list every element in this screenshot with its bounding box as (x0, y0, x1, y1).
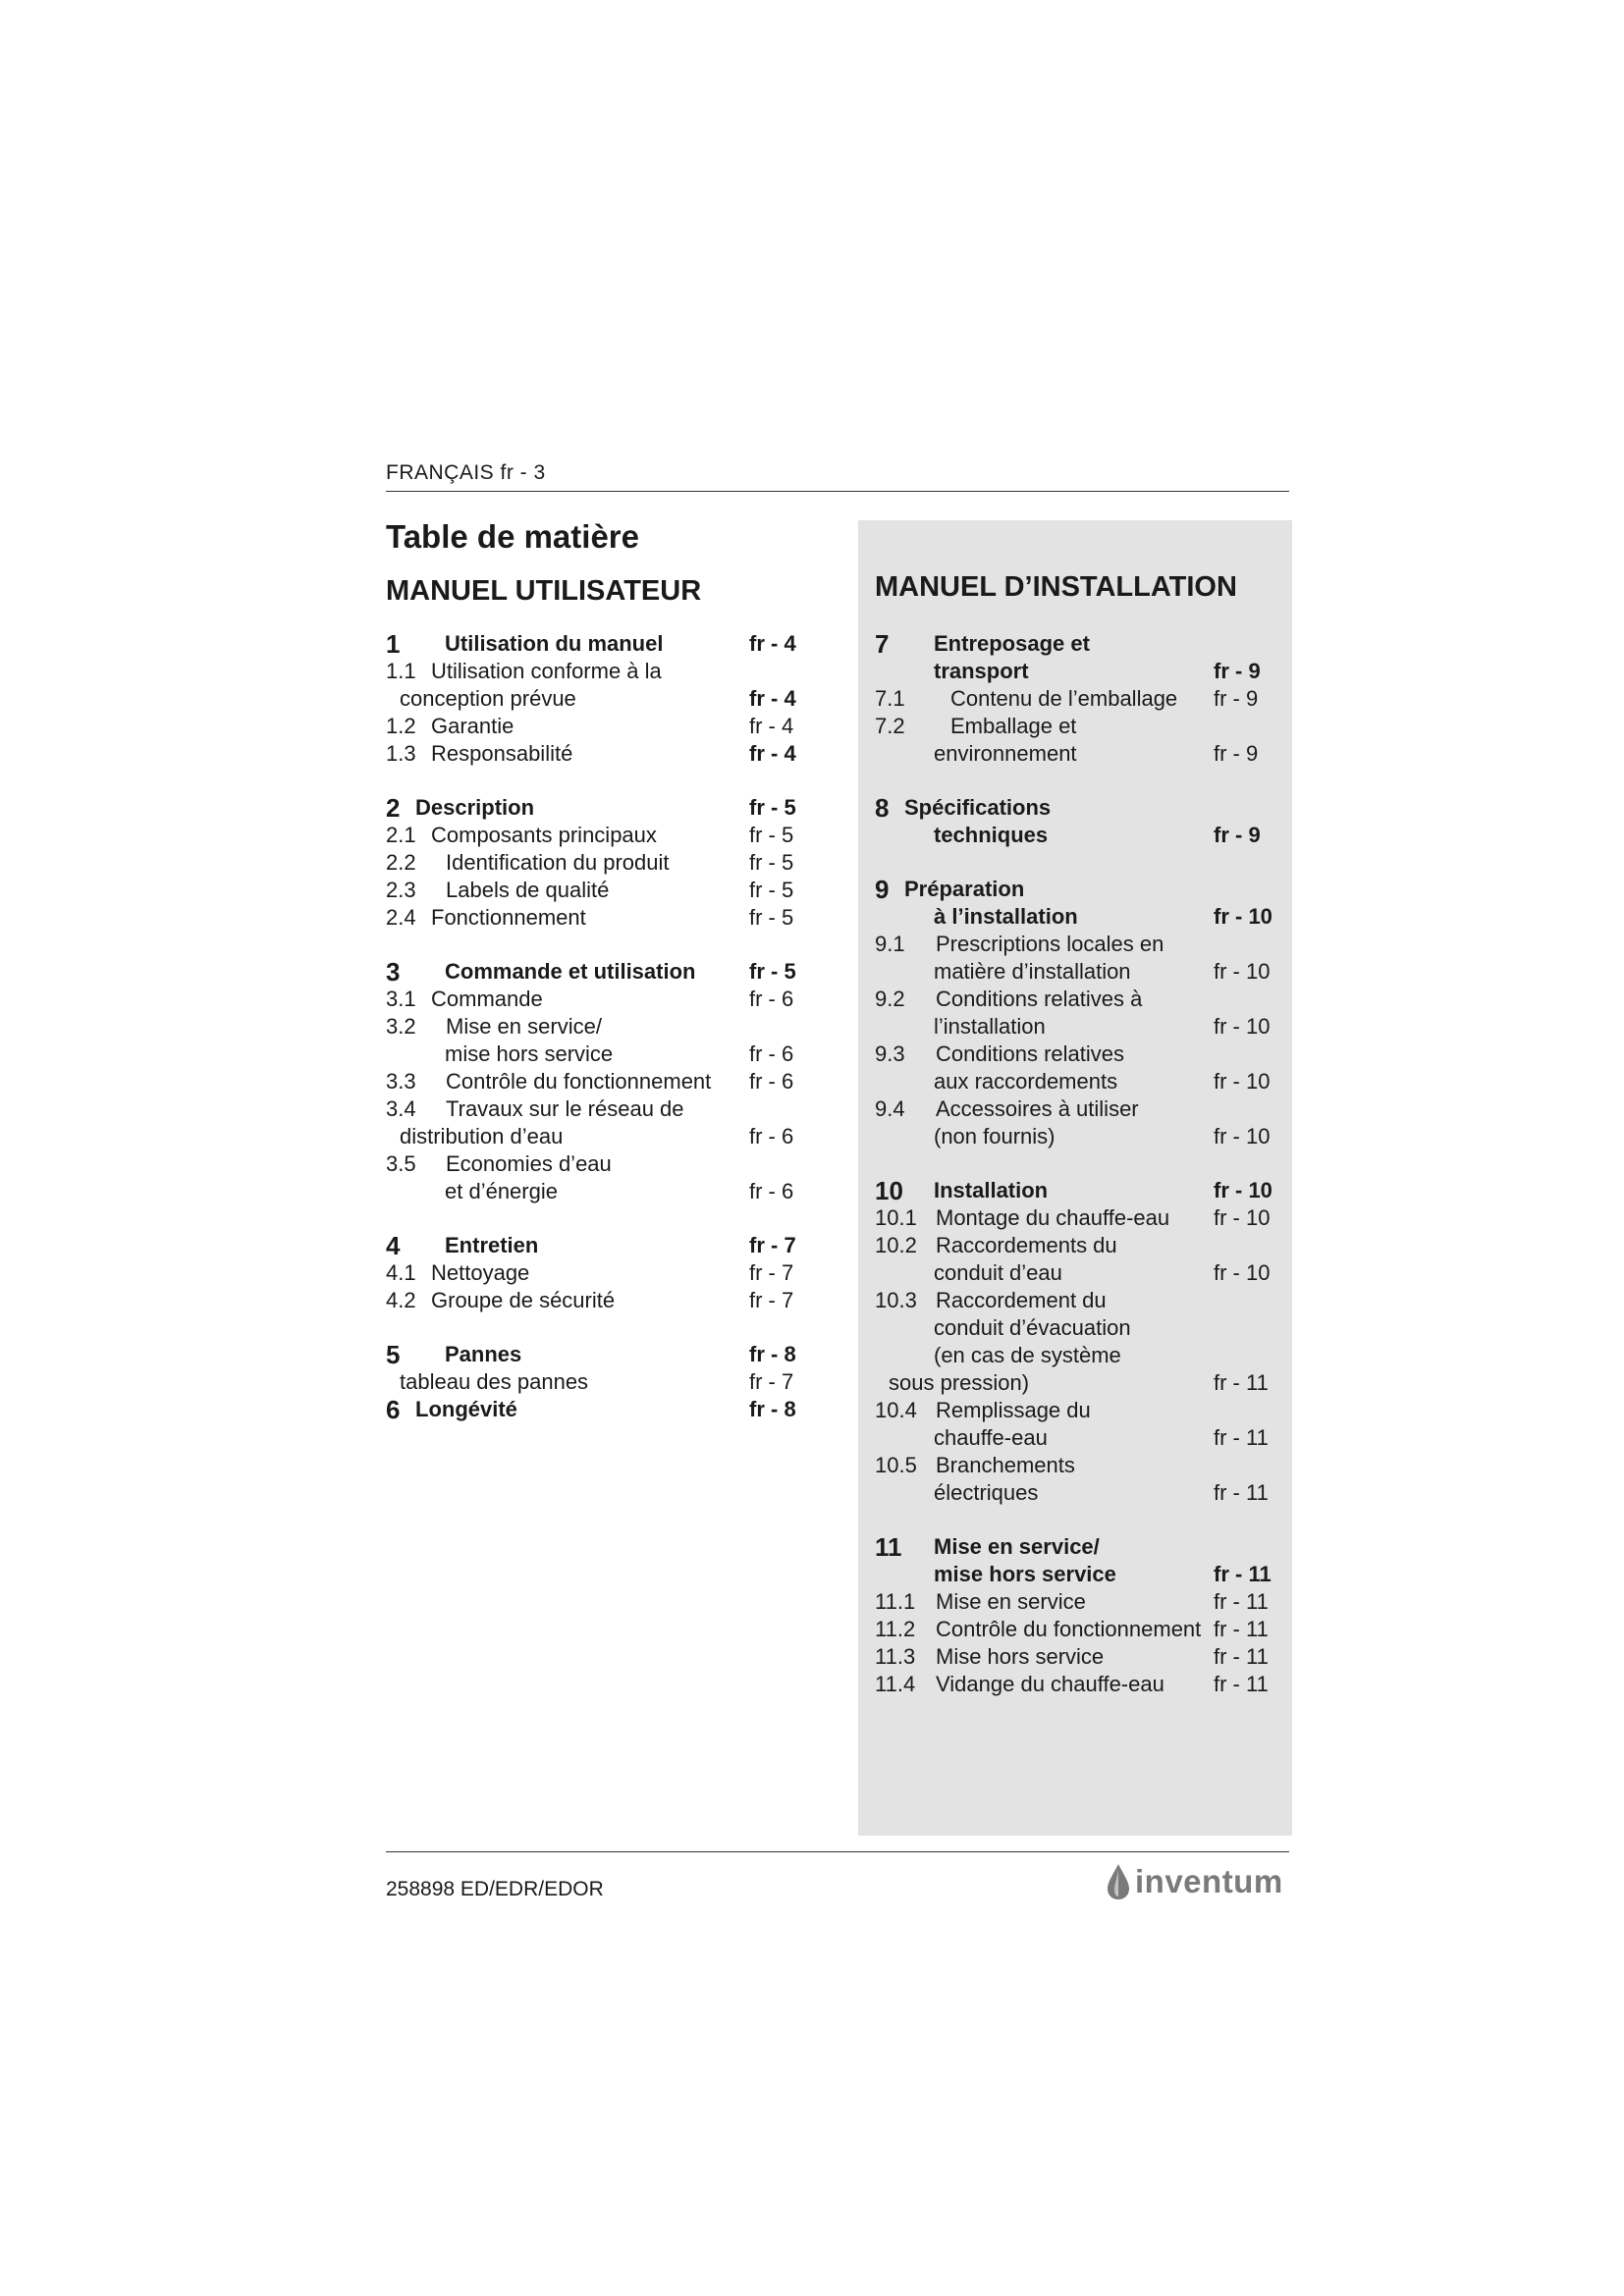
section-gap (875, 1507, 1287, 1533)
toc-entry-title: Commande et utilisation (445, 959, 696, 984)
toc-entry-title: Mise en service/ (934, 1534, 1100, 1559)
section-gap (386, 932, 838, 958)
toc-entry-page: fr - 7 (749, 1288, 794, 1312)
toc-entry-title: Economies d’eau (446, 1151, 612, 1176)
toc-entry (875, 1287, 1287, 1314)
toc-entry-page: fr - 4 (749, 714, 794, 738)
toc-entry-number: 1.2 (386, 714, 416, 738)
toc-entry (875, 1123, 1287, 1150)
toc-entry (386, 1259, 838, 1287)
toc-entry-number: 3 (386, 957, 401, 987)
toc-entry (875, 1424, 1287, 1452)
toc-entry (386, 685, 838, 713)
toc-entry (875, 1041, 1287, 1068)
toc-entry-number: 7.2 (875, 714, 905, 738)
toc-entry-number: 9.1 (875, 932, 905, 956)
toc-entry-number: 10.1 (875, 1205, 917, 1230)
toc-entry (875, 1397, 1287, 1424)
toc-entry-title: Labels de qualité (446, 878, 610, 902)
inventum-logo (1104, 1862, 1283, 1901)
user-manual-heading: MANUEL UTILISATEUR (386, 575, 702, 607)
toc-entry (875, 958, 1287, 986)
toc-entry-title: Garantie (431, 714, 514, 738)
toc-entry-title: électriques (934, 1480, 1039, 1505)
toc-entry (875, 1533, 1287, 1561)
toc-entry-page: fr - 9 (1214, 659, 1261, 683)
toc-entry-title: mise hors service (934, 1562, 1116, 1586)
toc-entry-title: Branchements (936, 1453, 1075, 1477)
toc-entry-number: 4.2 (386, 1288, 416, 1312)
toc-entry-number: 8 (875, 793, 890, 823)
toc-entry-title: Contenu de l’emballage (950, 686, 1178, 711)
toc-entry-title: Contrôle du fonctionnement (446, 1069, 712, 1094)
toc-entry-page: fr - 10 (1214, 1014, 1271, 1039)
toc-entry-title: transport (934, 659, 1029, 683)
toc-entry-title: Pannes (445, 1342, 522, 1366)
installation-manual-heading: MANUEL D’INSTALLATION (875, 571, 1237, 603)
user-manual-toc (386, 630, 838, 1423)
toc-entry-title: Entretien (445, 1233, 539, 1257)
toc-entry-title: Préparation (904, 877, 1025, 901)
toc-entry-number: 10.4 (875, 1398, 917, 1422)
toc-entry-number: 3.3 (386, 1069, 416, 1094)
toc-entry-page: fr - 9 (1214, 741, 1259, 766)
toc-entry (386, 794, 838, 822)
toc-entry (875, 685, 1287, 713)
toc-entry (386, 849, 838, 877)
toc-entry-title: Groupe de sécurité (431, 1288, 616, 1312)
section-gap (875, 849, 1287, 876)
toc-entry-page: fr - 11 (1214, 1480, 1269, 1505)
toc-entry-page: fr - 9 (1214, 686, 1259, 711)
toc-entry-title: Contrôle du fonctionnement (936, 1617, 1202, 1641)
toc-entry-title: Commande (431, 987, 543, 1011)
toc-entry (875, 1259, 1287, 1287)
toc-entry-page: fr - 7 (749, 1260, 794, 1285)
toc-entry-number: 6 (386, 1395, 401, 1424)
toc-entry-title: Vidange du chauffe-eau (936, 1672, 1164, 1696)
toc-entry-number: 2.4 (386, 905, 416, 930)
toc-entry (386, 822, 838, 849)
toc-entry (386, 1287, 838, 1314)
toc-entry-title: aux raccordements (934, 1069, 1118, 1094)
toc-entry (875, 822, 1287, 849)
toc-entry-number: 2.1 (386, 823, 416, 847)
toc-entry-page: fr - 8 (749, 1397, 796, 1421)
toc-entry-number: 2.2 (386, 850, 416, 875)
toc-entry (875, 1561, 1287, 1588)
toc-entry (875, 1588, 1287, 1616)
toc-entry-page: fr - 10 (1214, 1069, 1271, 1094)
toc-entry (386, 986, 838, 1013)
toc-entry-number: 3.5 (386, 1151, 416, 1176)
toc-entry (386, 1178, 838, 1205)
toc-entry-page: fr - 5 (749, 905, 794, 930)
toc-entry-page: fr - 6 (749, 1124, 794, 1148)
toc-entry (386, 1068, 838, 1095)
toc-entry-number: 3.1 (386, 987, 416, 1011)
header-language: FRANÇAIS fr - 3 (386, 461, 546, 484)
toc-entry-title: conception prévue (400, 686, 576, 711)
toc-entry-title: Nettoyage (431, 1260, 530, 1285)
toc-entry (386, 630, 838, 658)
toc-entry (875, 1369, 1287, 1397)
toc-entry-title: Entreposage et (934, 631, 1090, 656)
toc-entry-page: fr - 4 (749, 741, 796, 766)
toc-entry-number: 11.3 (875, 1644, 916, 1669)
toc-entry-title: Longévité (415, 1397, 517, 1421)
toc-entry-page: fr - 5 (749, 850, 794, 875)
toc-entry-number: 7.1 (875, 686, 905, 711)
toc-entry (875, 1342, 1287, 1369)
toc-entry-title: (non fournis) (934, 1124, 1056, 1148)
toc-entry (386, 1013, 838, 1041)
toc-entry-title: à l’installation (934, 904, 1078, 929)
toc-entry (875, 1671, 1287, 1698)
toc-entry (875, 794, 1287, 822)
toc-entry-title: distribution d’eau (400, 1124, 564, 1148)
toc-entry-title: tableau des pannes (400, 1369, 589, 1394)
toc-entry-title: Travaux sur le réseau de (446, 1096, 684, 1121)
toc-entry-title: Utilisation conforme à la (431, 659, 662, 683)
toc-entry (386, 904, 838, 932)
toc-entry-page: fr - 6 (749, 1069, 794, 1094)
toc-entry-title: Fonctionnement (431, 905, 586, 930)
footer-document-code: 258898 ED/EDR/EDOR (386, 1878, 604, 1900)
toc-entry-number: 9.2 (875, 987, 905, 1011)
toc-entry-title: Accessoires à utiliser (936, 1096, 1139, 1121)
toc-entry-title: Raccordements du (936, 1233, 1117, 1257)
toc-entry-page: fr - 6 (749, 1041, 794, 1066)
toc-entry-number: 2 (386, 793, 401, 823)
toc-entry-page: fr - 5 (749, 878, 794, 902)
toc-entry (386, 740, 838, 768)
toc-entry-number: 11.4 (875, 1672, 916, 1696)
toc-entry-page: fr - 4 (749, 686, 796, 711)
toc-entry-title: Identification du produit (446, 850, 670, 875)
toc-entry (875, 1616, 1287, 1643)
toc-entry (386, 1341, 838, 1368)
toc-entry-title: Remplissage du (936, 1398, 1091, 1422)
section-gap (875, 768, 1287, 794)
toc-entry (875, 1643, 1287, 1671)
toc-entry-page: fr - 5 (749, 959, 796, 984)
section-gap (386, 1314, 838, 1341)
toc-entry (875, 1013, 1287, 1041)
toc-entry (386, 1368, 838, 1396)
toc-entry-title: Description (415, 795, 535, 820)
toc-entry (875, 1314, 1287, 1342)
toc-entry-number: 11.1 (875, 1589, 916, 1614)
toc-entry (386, 958, 838, 986)
section-gap (386, 1205, 838, 1232)
toc-entry (386, 1396, 838, 1423)
toc-entry-number: 2.3 (386, 878, 416, 902)
toc-entry (875, 1479, 1287, 1507)
toc-entry (875, 740, 1287, 768)
toc-entry-page: fr - 11 (1214, 1644, 1269, 1669)
toc-entry-page: fr - 5 (749, 823, 794, 847)
toc-entry-title: mise hors service (445, 1041, 614, 1066)
toc-entry-title: Mise hors service (936, 1644, 1105, 1669)
toc-entry-title: Composants principaux (431, 823, 657, 847)
toc-entry-number: 11 (875, 1532, 902, 1562)
installation-manual-toc (875, 630, 1287, 1698)
toc-entry (386, 1095, 838, 1123)
toc-entry-title: conduit d’évacuation (934, 1315, 1131, 1340)
toc-entry-title: Utilisation du manuel (445, 631, 664, 656)
toc-entry (386, 1232, 838, 1259)
toc-entry-page: fr - 11 (1214, 1589, 1269, 1614)
toc-entry-title: chauffe-eau (934, 1425, 1048, 1450)
toc-entry-number: 10.5 (875, 1453, 917, 1477)
toc-entry-title: sous pression) (889, 1370, 1030, 1395)
drop-icon (1104, 1862, 1133, 1901)
toc-entry-title: conduit d’eau (934, 1260, 1062, 1285)
toc-entry-title: matière d’installation (934, 959, 1131, 984)
toc-entry-number: 1 (386, 629, 401, 659)
toc-entry-page: fr - 10 (1214, 959, 1271, 984)
toc-entry-page: fr - 7 (749, 1233, 796, 1257)
toc-entry-number: 5 (386, 1340, 401, 1369)
toc-entry-number: 4.1 (386, 1260, 416, 1285)
toc-entry-page: fr - 10 (1214, 1260, 1271, 1285)
toc-entry-number: 1.3 (386, 741, 416, 766)
toc-entry (875, 903, 1287, 931)
footer-rule (386, 1851, 1289, 1852)
toc-entry-page: fr - 6 (749, 987, 794, 1011)
toc-entry-title: Mise en service (936, 1589, 1086, 1614)
toc-entry-number: 7 (875, 629, 890, 659)
toc-entry-page: fr - 11 (1214, 1672, 1269, 1696)
toc-entry-page: fr - 10 (1214, 1124, 1271, 1148)
toc-entry (386, 1041, 838, 1068)
toc-entry-page: fr - 11 (1214, 1425, 1269, 1450)
toc-entry (386, 877, 838, 904)
toc-entry-title: Montage du chauffe-eau (936, 1205, 1170, 1230)
toc-entry-number: 1.1 (386, 659, 416, 683)
toc-entry (875, 1177, 1287, 1204)
toc-entry-page: fr - 6 (749, 1179, 794, 1203)
toc-entry-number: 9.4 (875, 1096, 905, 1121)
toc-entry (875, 658, 1287, 685)
toc-entry (386, 1150, 838, 1178)
toc-entry (875, 1095, 1287, 1123)
toc-entry-number: 3.4 (386, 1096, 416, 1121)
toc-entry (875, 713, 1287, 740)
toc-entry-page: fr - 11 (1214, 1617, 1269, 1641)
section-gap (875, 1150, 1287, 1177)
toc-entry-title: Spécifications (904, 795, 1052, 820)
toc-entry-title: (en cas de système (934, 1343, 1121, 1367)
toc-entry (875, 931, 1287, 958)
toc-entry-title: Raccordement du (936, 1288, 1107, 1312)
toc-entry-page: fr - 4 (749, 631, 796, 656)
toc-entry-page: fr - 8 (749, 1342, 796, 1366)
toc-entry (875, 1204, 1287, 1232)
toc-entry-title: environnement (934, 741, 1077, 766)
toc-entry (875, 986, 1287, 1013)
toc-entry-number: 10.3 (875, 1288, 917, 1312)
toc-entry (875, 1068, 1287, 1095)
toc-entry-title: Conditions relatives (936, 1041, 1124, 1066)
toc-entry-number: 10 (875, 1176, 903, 1205)
toc-entry-number: 9.3 (875, 1041, 905, 1066)
toc-entry-title: Installation (934, 1178, 1049, 1202)
page-title: Table de matière (386, 518, 639, 555)
toc-entry-page: fr - 10 (1214, 904, 1272, 929)
toc-entry (386, 1123, 838, 1150)
toc-entry (386, 658, 838, 685)
toc-entry-number: 4 (386, 1231, 401, 1260)
toc-entry-page: fr - 11 (1214, 1562, 1272, 1586)
toc-entry-page: fr - 10 (1214, 1178, 1272, 1202)
toc-entry-title: Conditions relatives à (936, 987, 1143, 1011)
toc-entry (875, 1452, 1287, 1479)
toc-entry-page: fr - 10 (1214, 1205, 1271, 1230)
toc-entry-page: fr - 11 (1214, 1370, 1269, 1395)
toc-entry-page: fr - 7 (749, 1369, 794, 1394)
toc-entry-number: 10.2 (875, 1233, 917, 1257)
toc-entry-title: et d’énergie (445, 1179, 558, 1203)
toc-entry-title: Prescriptions locales en (936, 932, 1164, 956)
toc-entry-title: Emballage et (950, 714, 1077, 738)
toc-entry-page: fr - 9 (1214, 823, 1261, 847)
logo-wordmark: inventum (1135, 1863, 1283, 1899)
toc-entry-number: 11.2 (875, 1617, 916, 1641)
toc-entry-title: Responsabilité (431, 741, 573, 766)
toc-entry (875, 630, 1287, 658)
toc-entry (386, 713, 838, 740)
toc-entry-title: techniques (934, 823, 1049, 847)
toc-entry-title: Mise en service/ (446, 1014, 602, 1039)
section-gap (386, 768, 838, 794)
toc-entry-number: 3.2 (386, 1014, 416, 1039)
toc-entry-title: l’installation (934, 1014, 1046, 1039)
toc-entry (875, 1232, 1287, 1259)
toc-entry (875, 876, 1287, 903)
toc-entry-page: fr - 5 (749, 795, 796, 820)
header-rule (386, 491, 1289, 492)
toc-entry-number: 9 (875, 875, 890, 904)
